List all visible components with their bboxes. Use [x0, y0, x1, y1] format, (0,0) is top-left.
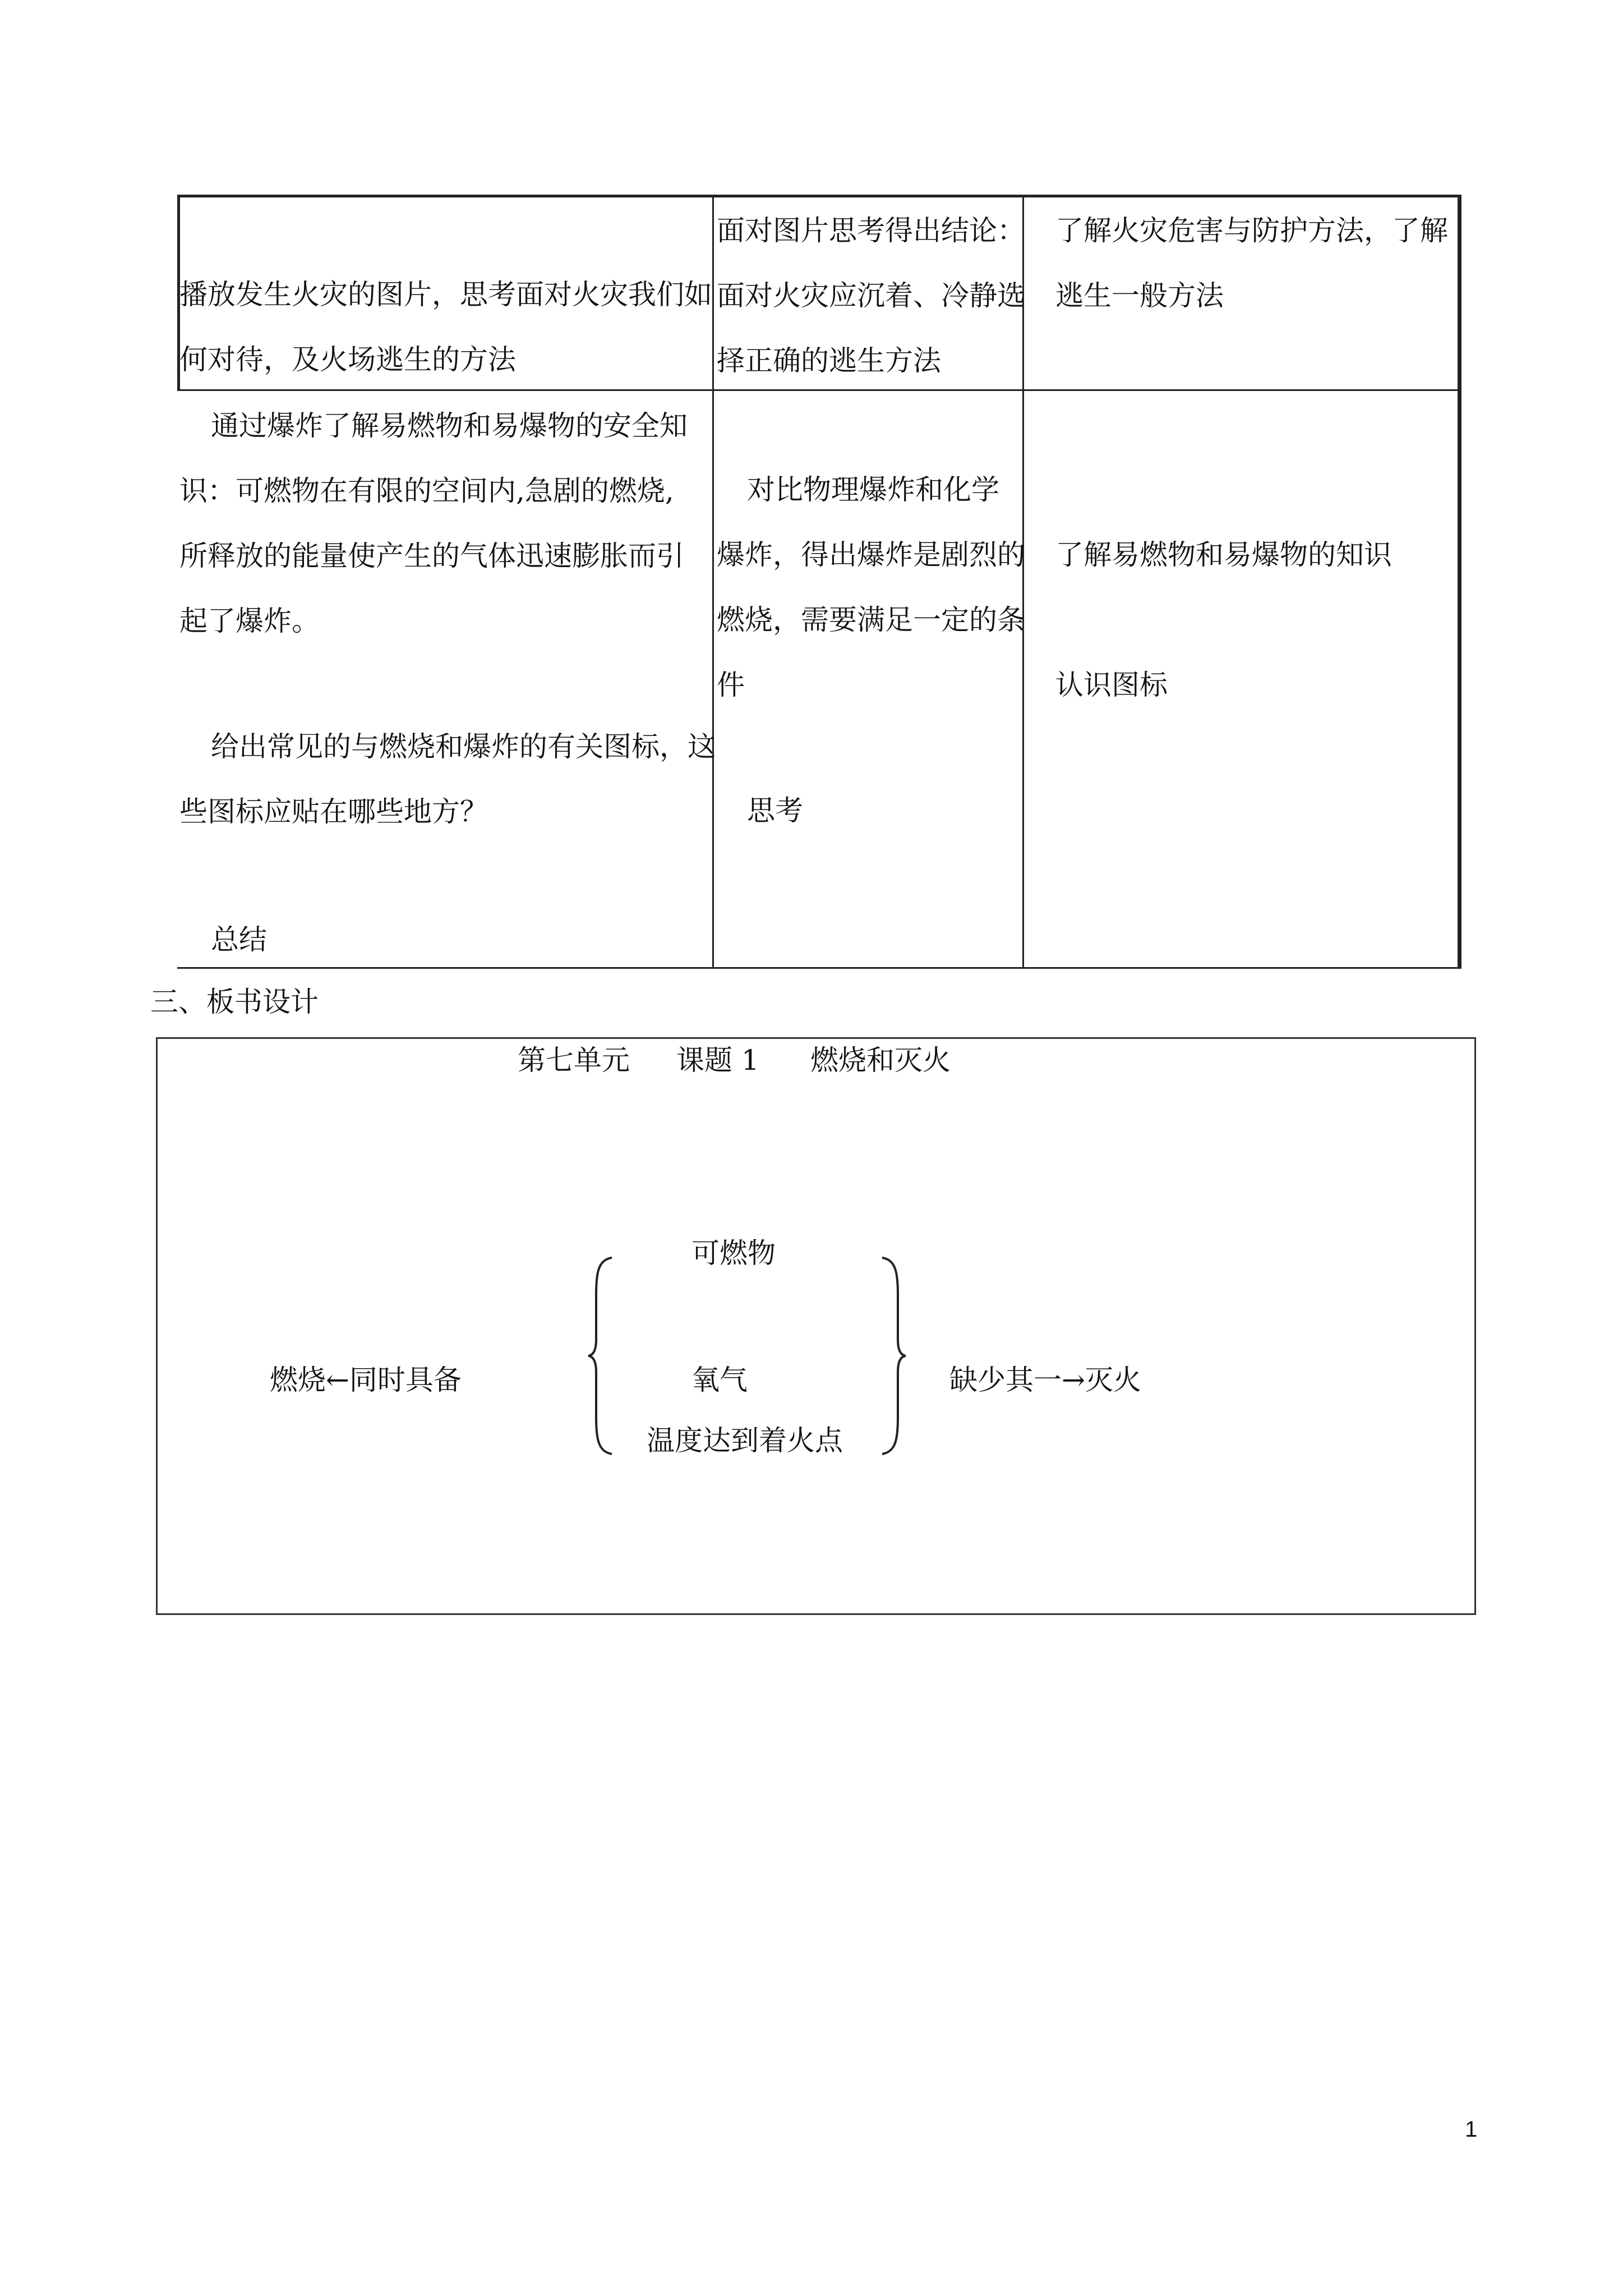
condition-oxygen: 氧气	[691, 1364, 748, 1396]
table-right-border	[1458, 195, 1461, 969]
think-text: 思考	[747, 794, 803, 827]
row1-col1-cell	[179, 262, 712, 392]
row2-col3-line: 认识图标	[1055, 669, 1168, 701]
row1-col3-line: 逃生一般方法	[1055, 279, 1224, 312]
board-title-lesson: 课题 1	[676, 1044, 759, 1076]
condition-combustible: 可燃物	[691, 1237, 776, 1269]
row2-col2-line: 件	[717, 669, 745, 701]
row2-col2-line: 燃烧，需要满足一定的条	[717, 604, 1025, 636]
row2-col2-line: 对比物理爆炸和化学	[747, 473, 999, 506]
board-title-topic: 燃烧和灭火	[810, 1044, 951, 1076]
combustion-requires-label: 燃烧←同时具备	[270, 1364, 462, 1396]
row1-col2-line: 择正确的逃生方法	[717, 344, 941, 377]
row2-col3-line: 了解易燃物和易爆物的知识	[1055, 539, 1392, 571]
row2-col1-line: 给出常见的与燃烧和爆炸的有关图标，这	[211, 730, 716, 763]
row1-col2-cell	[717, 198, 1025, 393]
row2-col1-cell	[179, 393, 688, 654]
row2-col1-line: 起了爆炸。	[179, 605, 320, 637]
section-heading: 三、板书设计	[150, 986, 319, 1018]
condition-ignition-temperature: 温度达到着火点	[647, 1424, 843, 1457]
row2-col2-line: 爆炸，得出爆炸是剧烈的	[717, 539, 1025, 571]
column-divider-1	[712, 195, 714, 969]
right-brace-icon	[877, 1255, 908, 1456]
table-bottom-border	[177, 967, 1461, 969]
row2-col1-line: 通过爆炸了解易燃物和易爆物的安全知	[211, 409, 688, 442]
page-number: 1	[1465, 2117, 1478, 2142]
extinguish-label: 缺少其一→灭火	[949, 1364, 1141, 1396]
summary-text: 总结	[211, 923, 267, 956]
row2-col1-cell-p2	[179, 714, 716, 844]
row1-col1-line: 何对待，及火场逃生的方法	[179, 343, 516, 376]
row2-col2-cell	[717, 457, 1025, 717]
row1-col3-line: 了解火灾危害与防护方法，了解	[1055, 214, 1448, 247]
row1-col2-line: 面对图片思考得出结论：	[717, 214, 1025, 247]
row1-col1-line: 播放发生火灾的图片，思考面对火灾我们如	[179, 278, 712, 311]
board-title-unit: 第七单元	[518, 1044, 630, 1076]
row2-col1-line: 所释放的能量使产生的气体迅速膨胀而引	[179, 540, 684, 572]
lesson-table	[177, 195, 1461, 969]
board-design-box	[156, 1037, 1476, 1615]
left-brace-icon	[586, 1255, 617, 1456]
row1-col3-cell	[1055, 198, 1448, 328]
row2-col1-line: 识：可燃物在有限的空间内,急剧的燃烧,	[179, 475, 674, 507]
row2-col1-line: 些图标应贴在哪些地方？	[179, 795, 488, 828]
row1-col2-line: 面对火灾应沉着、冷静选	[717, 279, 1025, 312]
table-top-border	[177, 195, 1461, 197]
